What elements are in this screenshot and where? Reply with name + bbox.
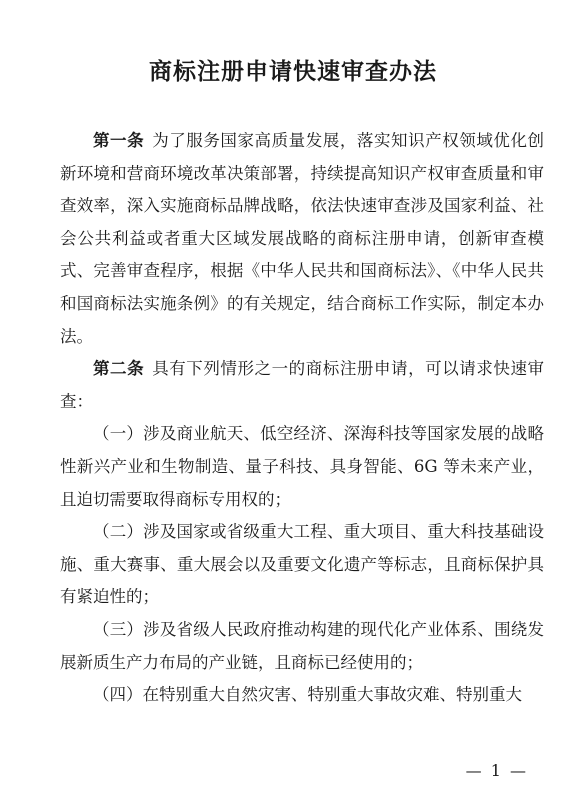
article-1-paragraph	[60, 125, 544, 353]
article-2-item-2: （二）涉及国家或省级重大工程、重大项目、重大科技基础设施、重大赛事、重大展会以及重要文化遗产等标志，且商标保护具有紧迫性的；	[60, 522, 544, 607]
document-title: 商标注册申请快速审查办法	[149, 58, 437, 85]
article-1-text: 为了服务国家高质量发展，落实知识产权领域优化创新环境和营商环境改革决策部署，持续提高知识产权审查质量和审查效率，深入实施商标品牌战略，依法快速审查涉及国家利益、社会公共利益或者重大区域发展战略的商标注册申请，创新审查模式、完善审查程序，根据《中华人民共和国商标法》、《中华人民共和国商标法实施条例》的有关规定，结合商标工作实际，制定本办法。	[60, 131, 545, 346]
article-2-label: 第二条	[93, 359, 145, 379]
article-2-item-3: （三）涉及省级人民政府推动构建的现代化产业体系、围绕发展新质生产力布局的产业链，且商标已经使用的；	[60, 619, 544, 672]
article-2-text: 具有下列情形之一的商标注册申请，可以请求快速审查：	[60, 359, 545, 411]
page-number: — 1 —	[465, 761, 528, 780]
article-1-label: 第一条	[93, 131, 145, 150]
article-2-paragraph	[60, 353, 544, 418]
document-body	[60, 125, 544, 712]
article-2-item-1: （一）涉及商业航天、低空经济、深海科技等国家发展的战略性新兴产业和生物制造、量子科技、具身智能、6G 等未来产业，且迫切需要取得商标专用权的；	[60, 424, 544, 509]
article-2-item-4: （四）在特别重大自然灾害、特别重大事故灾难、特别重大	[93, 685, 522, 705]
